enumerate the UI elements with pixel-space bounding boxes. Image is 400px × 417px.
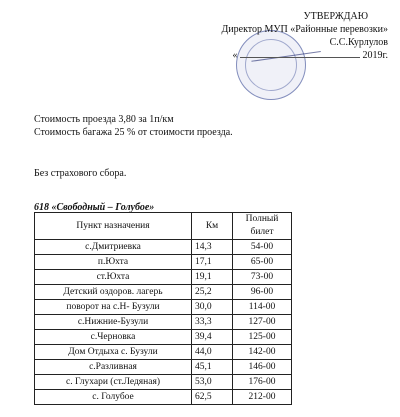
route-title: 618 «Свободный – Голубое» <box>34 202 155 213</box>
date-prefix: « <box>232 50 238 61</box>
table-row <box>35 360 292 375</box>
fare-rows <box>35 240 292 405</box>
cell-place: п.Юхта <box>35 255 192 270</box>
cell-place: с.Нижние-Бузули <box>35 315 192 330</box>
table-row <box>35 270 292 285</box>
cell-price: 125-00 <box>233 330 292 345</box>
header-place: Пункт назначения <box>35 213 192 240</box>
table-header <box>35 213 292 240</box>
fare-table <box>34 212 292 405</box>
cell-place: ст.Юхта <box>35 270 192 285</box>
table-row <box>35 240 292 255</box>
cell-price: 142-00 <box>233 345 292 360</box>
cell-km: 62,5 <box>192 390 233 405</box>
cell-km: 33,3 <box>192 315 233 330</box>
table-row <box>35 390 292 405</box>
table-row <box>35 300 292 315</box>
cell-km: 44,0 <box>192 345 233 360</box>
table-row <box>35 375 292 390</box>
table-row <box>35 285 292 300</box>
signer-name: С.С.Курлулов <box>329 37 388 48</box>
approval-block <box>173 10 388 62</box>
cell-place: с. Глухари (ст.Ледяная) <box>35 375 192 390</box>
cell-km: 45,1 <box>192 360 233 375</box>
cell-price: 212-00 <box>233 390 292 405</box>
director-line: Директор МУП «Районные перевозки» <box>221 24 388 35</box>
cell-place: Детский оздоров. лагерь <box>35 285 192 300</box>
table-row <box>35 255 292 270</box>
fare-line: Стоимость проезда 3,80 за 1п/км <box>34 114 174 125</box>
table-row <box>35 330 292 345</box>
table-row <box>35 315 292 330</box>
cell-place: с.Дмитриевка <box>35 240 192 255</box>
cell-place: с.Черновка <box>35 330 192 345</box>
cell-place: с. Голубое <box>35 390 192 405</box>
cell-price: 114-00 <box>233 300 292 315</box>
fare-info <box>34 113 233 139</box>
cell-km: 30,0 <box>192 300 233 315</box>
table-row <box>35 345 292 360</box>
cell-price: 127-00 <box>233 315 292 330</box>
cell-km: 19,1 <box>192 270 233 285</box>
cell-km: 14,3 <box>192 240 233 255</box>
cell-price: 146-00 <box>233 360 292 375</box>
header-price: Полный билет <box>233 213 292 240</box>
approval-date <box>173 49 388 62</box>
cell-km: 39,4 <box>192 330 233 345</box>
cell-place: поворот на с.Н- Бузули <box>35 300 192 315</box>
cell-place: Дом Отдыха с. Бузули <box>35 345 192 360</box>
baggage-line: Стоимость багажа 25 % от стоимости проезда. <box>34 127 233 138</box>
cell-price: 65-00 <box>233 255 292 270</box>
cell-price: 73-00 <box>233 270 292 285</box>
header-km: Км <box>192 213 233 240</box>
approval-title: УТВЕРЖДАЮ <box>303 11 368 22</box>
cell-km: 53,0 <box>192 375 233 390</box>
approval-year: 2019г. <box>362 50 388 61</box>
cell-price: 176-00 <box>233 375 292 390</box>
cell-price: 54-00 <box>233 240 292 255</box>
cell-place: с.Разливная <box>35 360 192 375</box>
cell-km: 25,2 <box>192 285 233 300</box>
cell-price: 96-00 <box>233 285 292 300</box>
insurance-line: Без страхового сбора. <box>34 168 127 179</box>
cell-km: 17,1 <box>192 255 233 270</box>
